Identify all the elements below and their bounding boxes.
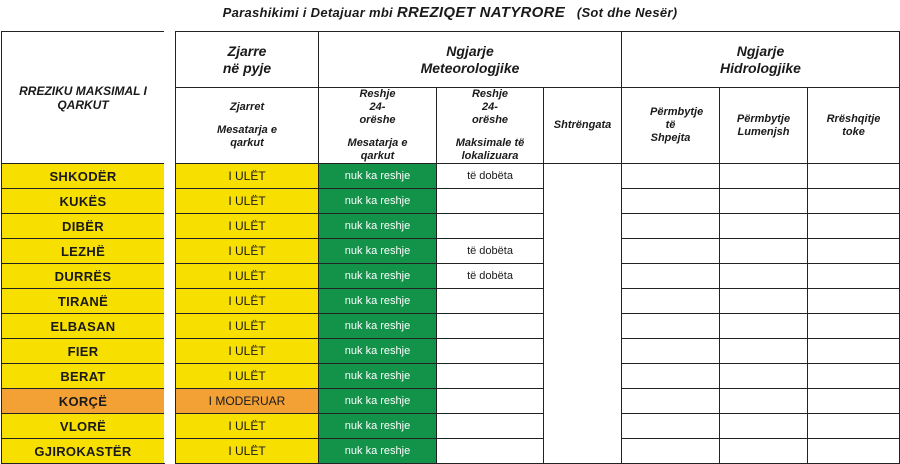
fire-risk-value: I ULËT: [176, 239, 319, 264]
rain-max-value: [437, 389, 544, 414]
rain-average-value: nuk ka reshje: [319, 264, 437, 289]
flash-floods-cell: [622, 389, 720, 414]
rain-average-value: nuk ka reshje: [319, 214, 437, 239]
fire-risk-value: I ULËT: [176, 189, 319, 214]
landslides-cell: [808, 414, 900, 439]
rain-max-value: [437, 289, 544, 314]
landslides-cell: [808, 264, 900, 289]
rain-max-value: të dobëta: [437, 239, 544, 264]
flash-floods-cell: [622, 339, 720, 364]
page-title: [0, 4, 900, 21]
flash-floods-cell: [622, 264, 720, 289]
table-row: [2, 264, 900, 289]
rain-max-value: [437, 364, 544, 389]
landslides-cell: [808, 239, 900, 264]
rain-average-value: nuk ka reshje: [319, 289, 437, 314]
rain-average-value: nuk ka reshje: [319, 164, 437, 189]
table-row: [2, 439, 900, 464]
table-row: [2, 364, 900, 389]
rain-max-value: [437, 414, 544, 439]
table-row: [2, 339, 900, 364]
flash-floods-cell: [622, 189, 720, 214]
region-name: ELBASAN: [2, 314, 165, 339]
landslides-cell: [808, 364, 900, 389]
table-row: [2, 414, 900, 439]
region-name: LEZHË: [2, 239, 165, 264]
rain-max-value: të dobëta: [437, 264, 544, 289]
river-floods-cell: [720, 214, 808, 239]
flash-floods-cell: [622, 439, 720, 464]
river-floods-cell: [720, 239, 808, 264]
region-name: DIBËR: [2, 214, 165, 239]
fire-risk-value: I ULËT: [176, 289, 319, 314]
rain-average-value: nuk ka reshje: [319, 314, 437, 339]
rain-avg-subheader: Reshje 24-orëshe Mesatarja e qarkut: [319, 88, 437, 164]
fire-risk-value: I ULËT: [176, 214, 319, 239]
storms-subheader: Shtrëngata: [544, 88, 622, 164]
river-floods-cell: [720, 314, 808, 339]
rain-average-value: nuk ka reshje: [319, 414, 437, 439]
river-floods-cell: [720, 264, 808, 289]
title-suffix: (Sot dhe Nesër): [576, 5, 678, 20]
table-row: [2, 214, 900, 239]
region-name: FIER: [2, 339, 165, 364]
rain-max-value: [437, 314, 544, 339]
river-floods-cell: [720, 414, 808, 439]
river-floods-cell: [720, 339, 808, 364]
fire-risk-value: I ULËT: [176, 439, 319, 464]
region-name: VLORË: [2, 414, 165, 439]
fires-subheader: Zjarret Mesatarja e qarkut: [176, 88, 319, 164]
storms-cell: [544, 164, 622, 464]
table-row: [2, 289, 900, 314]
fires-group-header: Zjarre në pyje: [176, 32, 319, 88]
river-floods-cell: [720, 364, 808, 389]
landslides-cell: [808, 214, 900, 239]
landslides-cell: [808, 164, 900, 189]
title-main: RREZIQET NATYRORE: [396, 4, 566, 21]
river-floods-cell: [720, 189, 808, 214]
meteo-group-header: Ngjarje Meteorologjike: [319, 32, 622, 88]
rain-max-value: [437, 339, 544, 364]
table-row: [2, 389, 900, 414]
fire-risk-value: I ULËT: [176, 164, 319, 189]
rain-average-value: nuk ka reshje: [319, 364, 437, 389]
flash-floods-cell: [622, 289, 720, 314]
region-name: DURRËS: [2, 264, 165, 289]
table-row: [2, 164, 900, 189]
river-floods-cell: [720, 389, 808, 414]
title-prefix: Parashikimi i Detajuar mbi: [222, 5, 397, 20]
region-name: GJIROKASTËR: [2, 439, 165, 464]
table-row: [2, 314, 900, 339]
flash-floods-subheader: Përmbytje të Shpejta: [622, 88, 720, 164]
table-row: [2, 189, 900, 214]
table-row: [2, 239, 900, 264]
fire-risk-value: I ULËT: [176, 414, 319, 439]
flash-floods-cell: [622, 214, 720, 239]
landslides-subheader: Rrëshqitje toke: [808, 88, 900, 164]
river-floods-cell: [720, 439, 808, 464]
region-name: SHKODËR: [2, 164, 165, 189]
header-row-1: [2, 32, 900, 88]
fire-risk-value: I ULËT: [176, 314, 319, 339]
rain-average-value: nuk ka reshje: [319, 239, 437, 264]
river-floods-subheader: Përmbytje Lumenjsh: [720, 88, 808, 164]
region-name: TIRANË: [2, 289, 165, 314]
river-floods-cell: [720, 164, 808, 189]
flash-floods-cell: [622, 414, 720, 439]
river-floods-cell: [720, 289, 808, 314]
column-gap-overlay: [164, 31, 175, 463]
rain-max-value: të dobëta: [437, 164, 544, 189]
rain-max-subheader: Reshje 24-orëshe Maksimale të lokalizuara: [437, 88, 544, 164]
landslides-cell: [808, 339, 900, 364]
fire-risk-value: I ULËT: [176, 364, 319, 389]
region-name: BERAT: [2, 364, 165, 389]
risk-table: [1, 31, 900, 464]
rain-max-value: [437, 439, 544, 464]
rain-max-value: [437, 189, 544, 214]
fire-risk-value: I ULËT: [176, 264, 319, 289]
region-name: KUKËS: [2, 189, 165, 214]
landslides-cell: [808, 289, 900, 314]
landslides-cell: [808, 439, 900, 464]
rain-average-value: nuk ka reshje: [319, 339, 437, 364]
rain-average-value: nuk ka reshje: [319, 439, 437, 464]
landslides-cell: [808, 314, 900, 339]
hydro-group-header: Ngjarje Hidrologjike: [622, 32, 900, 88]
flash-floods-cell: [622, 314, 720, 339]
flash-floods-cell: [622, 164, 720, 189]
rain-average-value: nuk ka reshje: [319, 189, 437, 214]
rain-max-value: [437, 214, 544, 239]
max-risk-header: RREZIKU MAKSIMAL I QARKUT: [2, 32, 165, 164]
landslides-cell: [808, 189, 900, 214]
landslides-cell: [808, 389, 900, 414]
region-name: KORÇË: [2, 389, 165, 414]
rain-average-value: nuk ka reshje: [319, 389, 437, 414]
fire-risk-value: I MODERUAR: [176, 389, 319, 414]
fire-risk-value: I ULËT: [176, 339, 319, 364]
flash-floods-cell: [622, 364, 720, 389]
flash-floods-cell: [622, 239, 720, 264]
